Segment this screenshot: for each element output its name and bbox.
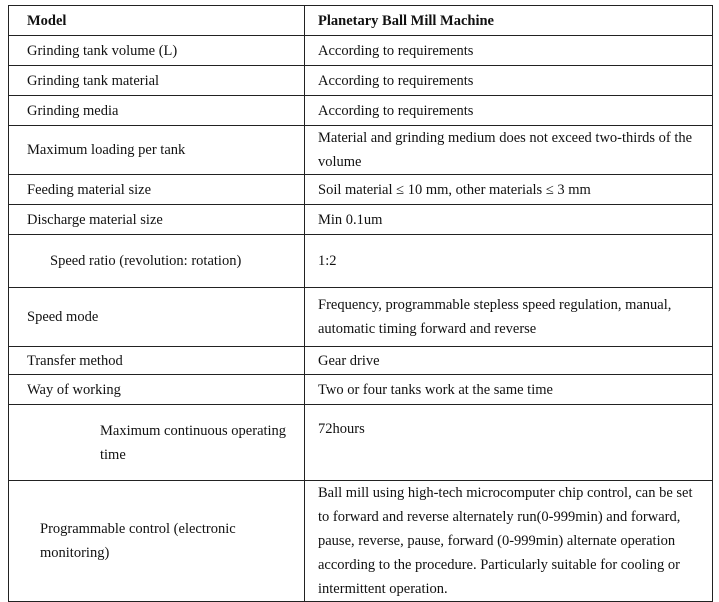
- table-row: [9, 126, 713, 175]
- table-row: [9, 205, 713, 235]
- row-value: Gear drive: [305, 347, 713, 375]
- table-row: [9, 481, 713, 602]
- row-value: Min 0.1um: [305, 205, 713, 235]
- table-row: [9, 66, 713, 96]
- row-value: Soil material ≤ 10 mm, other materials ≤ 3 mm: [305, 175, 713, 205]
- row-label: Maximum continuous operating time: [9, 405, 305, 481]
- row-value: Two or four tanks work at the same time: [305, 375, 713, 405]
- table-row: [9, 347, 713, 375]
- row-label: Grinding media: [9, 96, 305, 126]
- row-label: Transfer method: [9, 347, 305, 375]
- table-row: [9, 405, 713, 481]
- row-label: Maximum loading per tank: [9, 126, 305, 175]
- row-label: Speed ratio (revolution: rotation): [9, 235, 305, 288]
- table-row: [9, 235, 713, 288]
- row-value: Material and grinding medium does not exceed two-thirds of the volume: [305, 126, 713, 175]
- row-value: Frequency, programmable stepless speed regulation, manual, automatic timing forward and reverse: [305, 288, 713, 347]
- row-label: Way of working: [9, 375, 305, 405]
- row-label: Grinding tank material: [9, 66, 305, 96]
- row-label: Discharge material size: [9, 205, 305, 235]
- row-label: Programmable control (electronic monitoring): [9, 481, 305, 602]
- row-value: According to requirements: [305, 36, 713, 66]
- header-model: Model: [9, 6, 305, 36]
- table-row: [9, 36, 713, 66]
- row-label: Grinding tank volume (L): [9, 36, 305, 66]
- row-value: According to requirements: [305, 66, 713, 96]
- table-row: [9, 175, 713, 205]
- row-value: 72hours: [305, 405, 713, 481]
- row-value: Ball mill using high-tech microcomputer chip control, can be set to forward and reverse alternately run(0-999min) and forward, pause, reverse, pause, forward (0-999min) alternate operation according to the procedure. Particularly suitable for cooling or intermittent operation.: [305, 481, 713, 602]
- spec-table: [8, 5, 713, 602]
- row-label: Speed mode: [9, 288, 305, 347]
- table-row: [9, 96, 713, 126]
- header-product: Planetary Ball Mill Machine: [305, 6, 713, 36]
- row-label: Feeding material size: [9, 175, 305, 205]
- table-row: [9, 375, 713, 405]
- table-header: [9, 6, 713, 36]
- row-value: 1:2: [305, 235, 713, 288]
- table-row: [9, 288, 713, 347]
- row-value: According to requirements: [305, 96, 713, 126]
